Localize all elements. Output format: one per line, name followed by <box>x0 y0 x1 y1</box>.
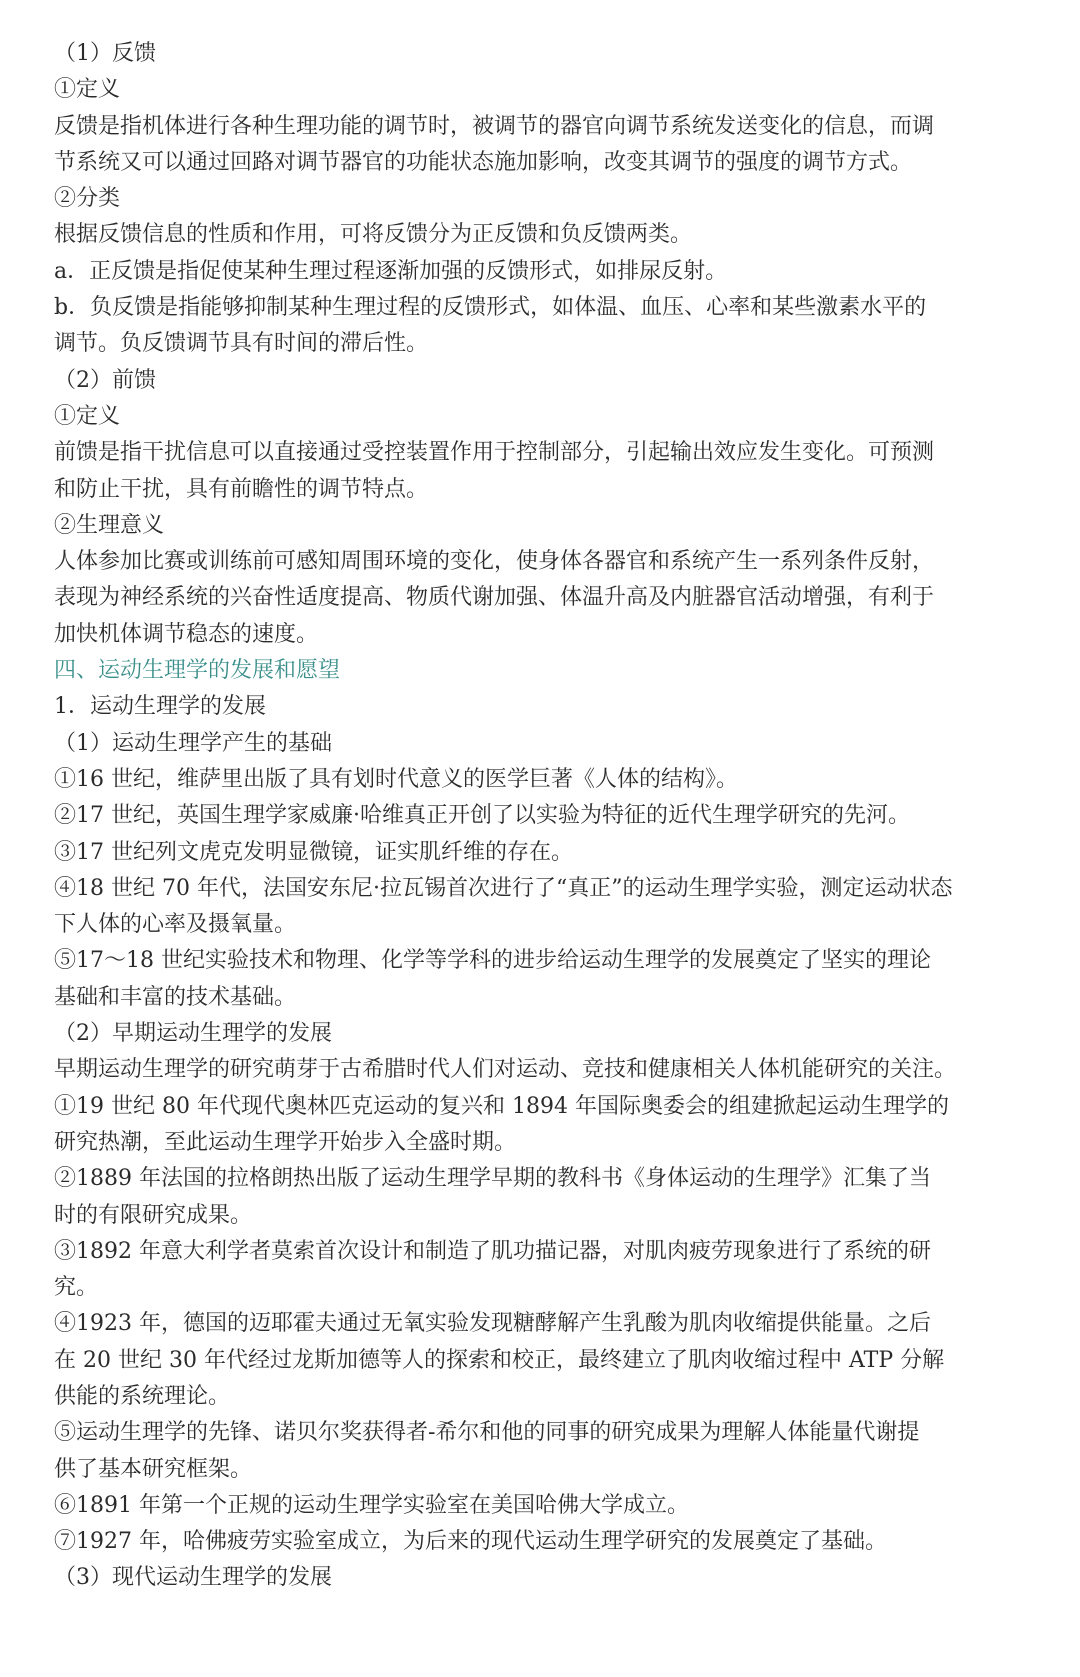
paragraph-line: 根据反馈信息的性质和作用，可将反馈分为正反馈和负反馈两类。 <box>54 222 693 248</box>
list-item: ③1892 年意大利学者莫索首次设计和制造了肌功描记器，对肌肉疲劳现象进行了系统的研 <box>54 1238 931 1264</box>
paragraph-line: 加快机体调节稳态的速度。 <box>54 621 319 647</box>
list-item: ①19 世纪 80 年代现代奥林匹克运动的复兴和 1894 年国际奥委会的组建掀起运动生理学的 <box>54 1093 949 1119</box>
item-classification: ②分类 <box>54 186 121 212</box>
paragraph-line: 和防止干扰，具有前瞻性的调节特点。 <box>54 476 429 502</box>
paragraph-line: 基础和丰富的技术基础。 <box>54 984 297 1010</box>
paragraph-line: 下人体的心率及摄氧量。 <box>54 912 297 938</box>
list-item: ①16 世纪，维萨里出版了具有划时代意义的医学巨著《人体的结构》。 <box>54 766 738 792</box>
subheading-development: 1．运动生理学的发展 <box>54 694 266 720</box>
list-item: ④1923 年，德国的迈耶霍夫通过无氧实验发现糖酵解产生乳酸为肌肉收缩提供能量。之后 <box>54 1311 931 1337</box>
list-item: ②1889 年法国的拉格朗热出版了运动生理学早期的教科书《身体运动的生理学》汇集了当 <box>54 1166 931 1192</box>
paragraph-line: 调节。负反馈调节具有时间的滞后性。 <box>54 331 429 357</box>
paragraph-line: 节系统又可以通过回路对调节器官的功能状态施加影响，改变其调节的强度的调节方式。 <box>54 149 913 175</box>
paragraph-line: 反馈是指机体进行各种生理功能的调节时，被调节的器官向调节系统发送变化的信息，而调 <box>54 113 935 139</box>
paragraph-line: 供能的系统理论。 <box>54 1383 231 1409</box>
paragraph-line: 时的有限研究成果。 <box>54 1202 253 1228</box>
list-item: ②17 世纪，英国生理学家威廉·哈维真正开创了以实验为特征的近代生理学研究的先河。 <box>54 803 910 829</box>
subheading-early-development: （2）早期运动生理学的发展 <box>54 1021 332 1047</box>
item-physiological-significance: ②生理意义 <box>54 512 165 538</box>
subheading-foundation: （1）运动生理学产生的基础 <box>54 730 332 756</box>
item-definition: ①定义 <box>54 77 121 103</box>
subheading-modern-development: （3）现代运动生理学的发展 <box>54 1565 332 1591</box>
paragraph-line: 供了基本研究框架。 <box>54 1456 253 1482</box>
section-heading: 四、运动生理学的发展和愿望 <box>54 658 341 684</box>
subheading-feedforward: （2）前馈 <box>54 367 156 393</box>
subheading-feedback: （1）反馈 <box>54 41 156 66</box>
item-definition: ①定义 <box>54 403 121 429</box>
list-item-positive-feedback: a．正反馈是指促使某种生理过程逐渐加强的反馈形式，如排尿反射。 <box>54 258 728 284</box>
list-item: ④18 世纪 70 年代，法国安东尼·拉瓦锡首次进行了“真正”的运动生理学实验，测定运动状态 <box>54 875 953 901</box>
list-item: ⑥1891 年第一个正规的运动生理学实验室在美国哈佛大学成立。 <box>54 1492 689 1518</box>
list-item: ⑦1927 年，哈佛疲劳实验室成立，为后来的现代运动生理学研究的发展奠定了基础。 <box>54 1529 887 1555</box>
list-item: ⑤17～18 世纪实验技术和物理、化学等学科的进步给运动生理学的发展奠定了坚实的理论 <box>54 948 931 974</box>
paragraph-line: 研究热潮，至此运动生理学开始步入全盛时期。 <box>54 1129 517 1155</box>
paragraph-line: 前馈是指干扰信息可以直接通过受控装置作用于控制部分，引起输出效应发生变化。可预测 <box>54 440 935 466</box>
paragraph-line: 究。 <box>54 1275 99 1301</box>
list-item: ③17 世纪列文虎克发明显微镜，证实肌纤维的存在。 <box>54 839 573 865</box>
list-item: ⑤运动生理学的先锋、诺贝尔奖获得者-希尔和他的同事的研究成果为理解人体能量代谢提 <box>54 1420 920 1446</box>
paragraph-line: 在 20 世纪 30 年代经过龙斯加德等人的探索和校正，最终建立了肌肉收缩过程中 ATP 分解 <box>54 1347 945 1373</box>
list-item-negative-feedback: b．负反馈是指能够抑制某种生理过程的反馈形式，如体温、血压、心率和某些激素水平的 <box>54 295 927 321</box>
paragraph-line: 表现为神经系统的兴奋性适度提高、物质代谢加强、体温升高及内脏器官活动增强，有利于 <box>54 585 935 611</box>
paragraph-line: 人体参加比赛或训练前可感知周围环境的变化，使身体各器官和系统产生一系列条件反射， <box>54 549 935 575</box>
paragraph-line: 早期运动生理学的研究萌芽于古希腊时代人们对运动、竞技和健康相关人体机能研究的关注。 <box>54 1057 957 1083</box>
